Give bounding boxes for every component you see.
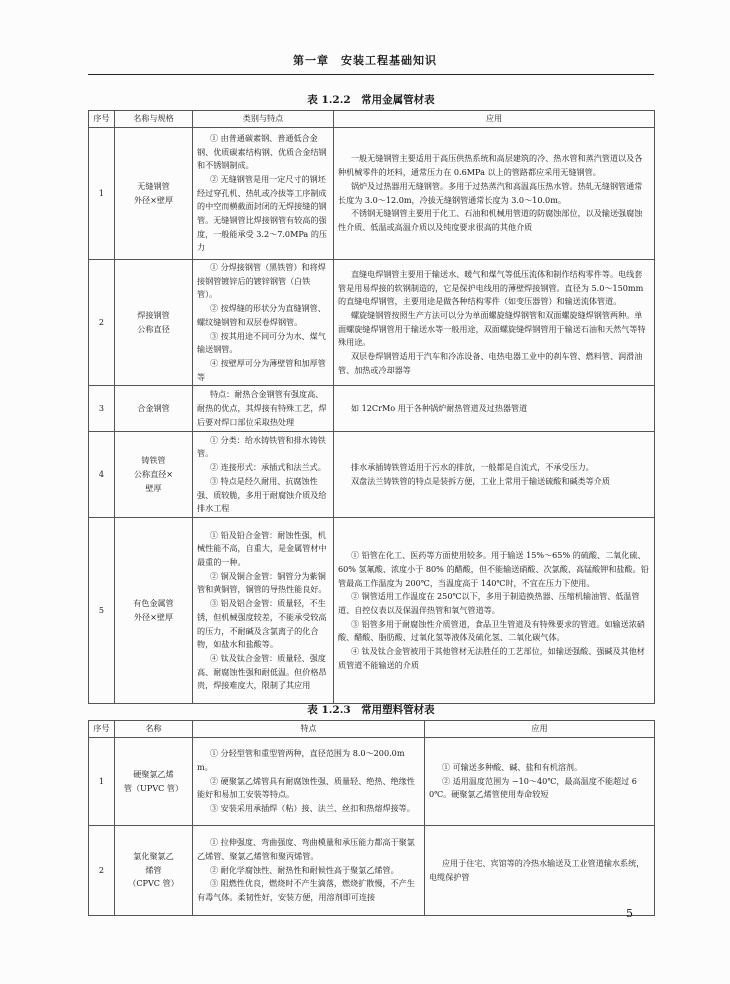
features-cell [193, 386, 334, 432]
pipe-name-line: 管（UPVC 管） [123, 782, 184, 793]
pipe-name-line: 无缝钢管 [137, 180, 170, 191]
application-paragraph: 螺旋缝钢管按照生产方法可以分为单面螺旋缝焊钢管和双面螺旋缝焊钢管两种。单面螺旋缝焊钢管用于输送水等一般用途，双面螺旋缝焊钢管用于输送石油和天然气等特殊用途。 [338, 309, 646, 348]
application-paragraph: 双层卷焊钢管适用于汽车和冷冻设备、电热电器工业中的刹车管、燃料管、润滑油管、加热或冷却器等 [338, 351, 643, 375]
header-name: 名称与规格 [115, 111, 193, 128]
pipe-name-line: 外径×壁厚 [133, 611, 174, 622]
header-application: 应用 [334, 111, 655, 128]
features-cell [193, 518, 334, 704]
application-paragraph: 双盘法兰铸铁管的特点是装拆方便，工业上常用于输送硫酸和碱类等介质 [350, 475, 610, 486]
pipe-name [115, 518, 193, 704]
feature-paragraph: ② 铜及铜合金管：铜管分为紫铜管和黄铜管，铜管的导热性能良好。 [197, 570, 327, 595]
application-paragraph: ① 铅管在化工、医药等方面使用较多。用于输送 15%～65% 的硫酸、二氧化硫、60% 氢氟酸、浓度小于 80% 的醋酸，但不能输送硝酸、次氯酸、高锰酸钾和盐酸。铅管最高工作温度为 200℃，当温度高于 140℃时，不宜在压力下使用。 [338, 550, 649, 588]
pipe-name-line: 硬聚氯乙烯 [133, 768, 174, 779]
row-number: 4 [89, 432, 115, 518]
pipe-name [115, 432, 193, 518]
feature-paragraph: ② 耐化学腐蚀性、耐热性和耐候性高于聚氯乙烯管。 [209, 864, 399, 875]
header-no: 序号 [89, 721, 115, 738]
feature-paragraph: ① 分焊接钢管（黑铁管）和将焊接钢管镀锌后的镀锌钢管（白铁管）。 [197, 262, 326, 300]
table-row [89, 826, 655, 916]
pipe-name-line: 铸铁管 [141, 455, 166, 466]
pipe-name-line: 焊接钢管 [137, 309, 170, 320]
pipe-name-line: 壁厚 [145, 482, 162, 493]
pipe-name [115, 738, 193, 826]
features-cell [193, 128, 334, 260]
feature-paragraph: ① 分轻型管和重型管两种，直径范围为 8.0～200.0mm。 [197, 748, 405, 772]
pipe-name-line: 外径×壁厚 [133, 194, 174, 205]
pipe-name-line: 合金钢管 [137, 402, 170, 413]
application-paragraph: 应用于住宅、宾馆等的冷热水输送及工业管道输水系统，电缆保护管 [429, 857, 645, 882]
pipe-name-line: （CPVC 管） [128, 878, 179, 889]
plastic-pipe-table [88, 720, 655, 916]
table-row [89, 518, 655, 704]
feature-paragraph: ① 由普通碳素钢、普通低合金钢、优质碳素结构钢、优质合金结钢和不锈钢制成。 [197, 132, 327, 171]
feature-paragraph: ② 连接形式：承插式和法兰式。 [209, 462, 326, 473]
feature-paragraph: ① 铅及铅合金管：耐蚀性强，机械性能不高，自重大，是金属管材中最重的一种。 [197, 529, 327, 568]
page-number: 5 [626, 907, 633, 920]
header-features: 特点 [193, 721, 425, 738]
row-number: 2 [89, 826, 115, 916]
application-paragraph: ② 铜管适用工作温度在 250℃以下，多用于制造换热器、压缩机输油管、低温管道、自控仪表以及保温伴热管和氧气管道等。 [338, 591, 640, 615]
application-paragraph: ④ 钛及钛合金管被用于其他管材无法胜任的工艺部位，如输送强酸、强碱及其他材质管道不能输送的介质 [338, 646, 645, 670]
features-cell [193, 826, 425, 916]
application-paragraph: ① 可输送多种酸、碱、盐和有机溶剂。 [441, 761, 583, 772]
header-application: 应用 [425, 721, 655, 738]
application-paragraph: 排水承插铸铁管适用于污水的排放，一般都是自流式，不承受压力。 [350, 462, 594, 473]
table-header-row [89, 111, 655, 128]
feature-paragraph: ① 分类：给水铸铁管和排水铸铁管。 [197, 434, 326, 459]
features-cell [193, 260, 334, 386]
metal-pipe-table [88, 110, 655, 704]
row-number: 1 [89, 128, 115, 260]
table-row [89, 260, 655, 386]
row-number: 2 [89, 260, 115, 386]
table-row [89, 386, 655, 432]
application-paragraph: 不锈钢无缝钢管主要用于化工、石油和机械用管道的防腐蚀部位，以及输送强腐蚀性介质、低温或高温介质以及纯度要求很高的其他介质 [338, 208, 643, 232]
row-number: 5 [89, 518, 115, 704]
feature-paragraph: ② 按焊缝的形状分为直缝钢管、螺纹缝钢管和双层卷焊钢管。 [197, 303, 326, 327]
application-cell [334, 128, 655, 260]
pipe-name [115, 260, 193, 386]
pipe-name-line: 有色金属管 [133, 598, 174, 609]
table-row [89, 432, 655, 518]
pipe-name [115, 386, 193, 432]
row-number: 3 [89, 386, 115, 432]
feature-paragraph: ④ 钛及钛合金管：质量轻、强度高、耐腐蚀性强和耐低温。但价格昂贵，焊接难度大，限制了其应用 [197, 652, 327, 691]
feature-paragraph: ③ 安装采用承插焊（粘）接、法兰、丝扣和热熔焊接等。 [209, 803, 415, 814]
table-caption-1-2-3: 表 1.2.3 常用塑料管材表 [307, 704, 435, 716]
pipe-name-line: 烯管 [145, 864, 162, 875]
features-cell [193, 432, 334, 518]
pipe-name [115, 128, 193, 260]
application-paragraph: 直缝电焊钢管主要用于输送水、暖气和煤气等低压流体和制作结构零件等。电线套管是用易焊接的软钢制造的，它是保护电线用的薄壁焊接钢管。直径为 5.0～150mm 的直缝电焊钢管，主要用途是做各种结构零件（如变压器管）和输送流体管道。 [338, 268, 644, 307]
feature-paragraph: ④ 按壁厚可分为薄壁管和加厚管等 [197, 357, 326, 382]
application-cell [334, 432, 655, 518]
row-number: 1 [89, 738, 115, 826]
application-cell [425, 826, 655, 916]
application-cell [334, 518, 655, 704]
application-paragraph: 锅炉及过热器用无缝钢管。多用于过热蒸汽和高温高压热水管。热轧无缝钢管通常长度为 3.0～12.0m，冷拔无缝钢管通常长度为 3.0～10.0m。 [338, 180, 643, 205]
application-cell [334, 260, 655, 386]
feature-paragraph: ③ 铝及铝合金管：质量轻，不生锈，但机械强度较差，不能承受较高的压力，不耐碱及含氯离子的化合物，如盐水和盐酸等。 [197, 598, 327, 650]
header-name: 名称 [115, 721, 193, 738]
pipe-name-line: 公称直径 [137, 323, 170, 334]
application-paragraph: 如 12CrMo 用于各种锅炉耐热管道及过热器管道 [350, 402, 528, 413]
application-paragraph: ③ 铝管多用于耐腐蚀性介质管道，食品卫生管道及有特殊要求的管道。如输送浓硝酸、醋酸、脂肪酸、过氧化氢等液体及硫化氢、二氧化碳气体。 [338, 618, 645, 643]
pipe-name-line: 公称直径× [133, 468, 174, 479]
application-cell [425, 738, 655, 826]
table-header-row [89, 721, 655, 738]
header-rule [88, 74, 654, 75]
application-paragraph: 一般无缝钢管主要适用于高压供热系统和高层建筑的冷、热水管和蒸汽管道以及各种机械零件的坯料，通常压力在 0.6MPa 以上的管路都应采用无缝钢管。 [338, 153, 643, 178]
running-head: 第一章 安装工程基础知识 [293, 54, 437, 67]
feature-paragraph: ② 硬聚氯乙烯管具有耐腐蚀性强、质量轻、绝热、绝缘性能好和易加工安装等特点。 [197, 775, 415, 800]
pipe-name-line: 氯化聚氯乙 [133, 850, 174, 861]
feature-paragraph: ③ 阻燃性优良，燃烧时不产生滴落，燃烧扩散慢，不产生有毒气体。柔韧性好，安装方便，用溶剂即可连接 [197, 878, 415, 903]
features-cell [193, 738, 425, 826]
table-caption-1-2-2: 表 1.2.2 常用金属管材表 [307, 94, 435, 106]
application-cell [334, 386, 655, 432]
table-row [89, 738, 655, 826]
header-no: 序号 [89, 111, 115, 128]
application-paragraph: ② 适用温度范围为 −10～40℃，最高温度不能超过 60℃。硬聚氯乙烯管使用寿命较短 [429, 775, 637, 800]
feature-paragraph: ③ 按其用途不同可分为水、煤气输送钢管。 [197, 330, 326, 355]
feature-paragraph: ③ 特点是经久耐用、抗腐蚀性强、质较脆，多用于耐腐蚀介质及给排水工程 [197, 475, 327, 514]
feature-paragraph: ① 拉伸强度、弯曲强度、弯曲模量和承压能力都高于聚氯乙烯管、聚氯乙烯管和聚丙烯管。 [197, 837, 415, 861]
pipe-name [115, 826, 193, 916]
feature-paragraph: 特点：耐热合金钢管有强度高、耐热的优点，其焊接有特殊工艺，焊后要对焊口部位采取热处理 [197, 389, 327, 427]
feature-paragraph: ② 无缝钢管是用一定尺寸的钢坯经过穿孔机、热轧或冷拔等工序制成的中空而横截面封闭的无焊接缝的钢管。无缝钢管比焊接钢管有较高的强度，一般能承受 3.2～7.0MPa 的压力 [197, 173, 328, 253]
header-features: 类别与特点 [193, 111, 334, 128]
table-row [89, 128, 655, 260]
